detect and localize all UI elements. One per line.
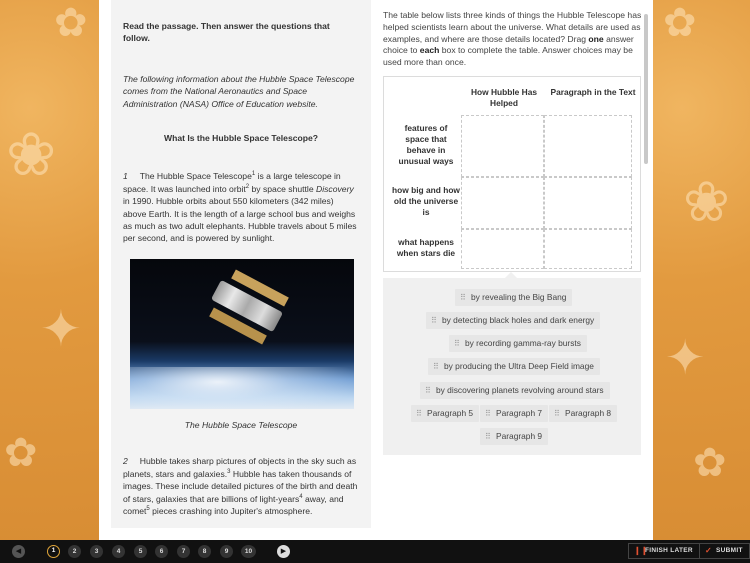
choice-paragraph-5[interactable]: ⠿ Paragraph 5 <box>411 405 479 422</box>
drop-box-row1-how[interactable] <box>461 115 544 177</box>
choice-ultra-deep-field[interactable]: ⠿ by producing the Ultra Deep Field image <box>428 358 600 375</box>
pause-icon: ❙❙ <box>634 546 649 555</box>
page-button-2[interactable]: 2 <box>68 545 81 558</box>
photo-caption: The Hubble Space Telescope <box>184 419 298 430</box>
drag-grip-icon: ⠿ <box>431 316 436 325</box>
drop-box-row1-paragraph[interactable] <box>544 115 632 177</box>
drag-grip-icon: ⠿ <box>554 409 559 418</box>
drop-box-row3-how[interactable] <box>461 229 544 269</box>
drag-grip-icon: ⠿ <box>425 386 430 395</box>
left-background-panel <box>0 0 99 540</box>
choice-planets[interactable]: ⠿ by discovering planets revolving around stars <box>420 382 610 399</box>
page-button-4[interactable]: 4 <box>112 545 125 558</box>
drop-box-row3-paragraph[interactable] <box>544 229 632 269</box>
reading-passage[interactable] <box>111 0 371 528</box>
drag-grip-icon: ⠿ <box>433 362 438 371</box>
choice-paragraph-7[interactable]: ⠿ Paragraph 7 <box>480 405 548 422</box>
row-label-stars-die: what happens when stars die <box>396 237 456 258</box>
page-button-5[interactable]: 5 <box>134 545 147 558</box>
next-arrow-icon[interactable]: ▶ <box>277 545 290 558</box>
choice-paragraph-9[interactable]: ⠿ Paragraph 9 <box>480 428 548 445</box>
right-background-panel <box>653 0 750 540</box>
swirl-decoration-icon: ❀ <box>6 120 57 190</box>
page-button-8[interactable]: 8 <box>198 545 211 558</box>
row-label-unusual-features: features of space that behave in unusual ways <box>398 123 454 166</box>
page-button-1[interactable]: 1 <box>47 545 60 558</box>
question-prompt: The table below lists three kinds of things the Hubble Telescope has helped scientists learn about the universe. What details are used as examples, and where are those details located? Drag one answer choice to each box to complete the table. Answer choices may be used more than once. <box>383 10 642 68</box>
choice-big-bang[interactable]: ⠿ by revealing the Big Bang <box>455 289 572 306</box>
swirl-decoration-icon: ❀ <box>683 170 730 235</box>
swirl-decoration-icon: ✿ <box>663 0 697 46</box>
drag-grip-icon: ⠿ <box>485 432 490 441</box>
choice-paragraph-8[interactable]: ⠿ Paragraph 8 <box>549 405 617 422</box>
swirl-decoration-icon: ✿ <box>4 430 38 476</box>
page-button-7[interactable]: 7 <box>177 545 190 558</box>
hubble-photo <box>130 259 354 409</box>
drag-grip-icon: ⠿ <box>454 339 459 348</box>
bottom-navigation-bar <box>0 540 750 563</box>
swirl-decoration-icon: ✿ <box>54 0 88 46</box>
passage-instruction: Read the passage. Then answer the questions that follow. <box>123 21 330 44</box>
scrollbar[interactable] <box>644 14 648 164</box>
answer-choice-pool <box>383 278 641 455</box>
finish-later-button[interactable]: ❙❙ FINISH LATER <box>628 543 700 559</box>
paragraph-2: 2 Hubble takes sharp pictures of objects in the sky such as planets, stars and galaxies.$^3$ Hubble has taken thousands of images. These include detailed pictures of the birth and death of stars, galaxies that are billions of light-years$^4$ away, and comet$^5$ pieces crashing into Jupiter's atmosphere. <box>123 456 358 516</box>
checkmark-icon: ✓ <box>705 546 713 555</box>
drag-grip-icon: ⠿ <box>416 409 421 418</box>
question-sheet <box>99 0 653 540</box>
paragraph-number: 2 <box>123 456 128 467</box>
drag-grip-icon: ⠿ <box>460 293 465 302</box>
submit-button[interactable]: ✓ SUBMIT <box>699 543 750 559</box>
drop-box-row2-paragraph[interactable] <box>544 177 632 229</box>
page-button-10[interactable]: 10 <box>241 545 256 558</box>
choice-black-holes[interactable]: ⠿ by detecting black holes and dark energy <box>426 312 600 329</box>
star-decoration-icon: ✦ <box>665 330 706 386</box>
page-button-9[interactable]: 9 <box>220 545 233 558</box>
page-button-6[interactable]: 6 <box>155 545 168 558</box>
passage-title: What Is the Hubble Space Telescope? <box>163 133 319 144</box>
page-button-3[interactable]: 3 <box>90 545 103 558</box>
paragraph-1: 1 The Hubble Space Telescope$^1$ is a large telescope in space. It was launched into orbit$^2$ by space shuttle Discovery in 1990. Hubble orbits about 550 kilometers (342 miles) above Earth. It is the length of a large school bus and weighs as much as two adult elephants. Hubble travels about 5 miles per second, and is powered by sunlight. <box>123 171 357 244</box>
answer-table <box>383 76 641 272</box>
star-decoration-icon: ✦ <box>40 300 82 358</box>
passage-intro: The following information about the Hubble Space Telescope comes from the National Aeronautics and Space Administration (NASA) Office of Education website. <box>123 73 355 109</box>
swirl-decoration-icon: ✿ <box>693 440 727 486</box>
drag-grip-icon: ⠿ <box>485 409 490 418</box>
previous-arrow-icon[interactable]: ◀ <box>12 545 25 558</box>
choice-gamma-ray[interactable]: ⠿ by recording gamma-ray bursts <box>449 335 587 352</box>
paragraph-number: 1 <box>123 171 128 182</box>
row-label-size-age: how big and how old the universe is <box>392 185 460 217</box>
drop-box-row2-how[interactable] <box>461 177 544 229</box>
table-header-how-hubble-helped: How Hubble Has Helped <box>470 87 538 108</box>
table-header-paragraph: Paragraph in the Text <box>550 87 636 97</box>
